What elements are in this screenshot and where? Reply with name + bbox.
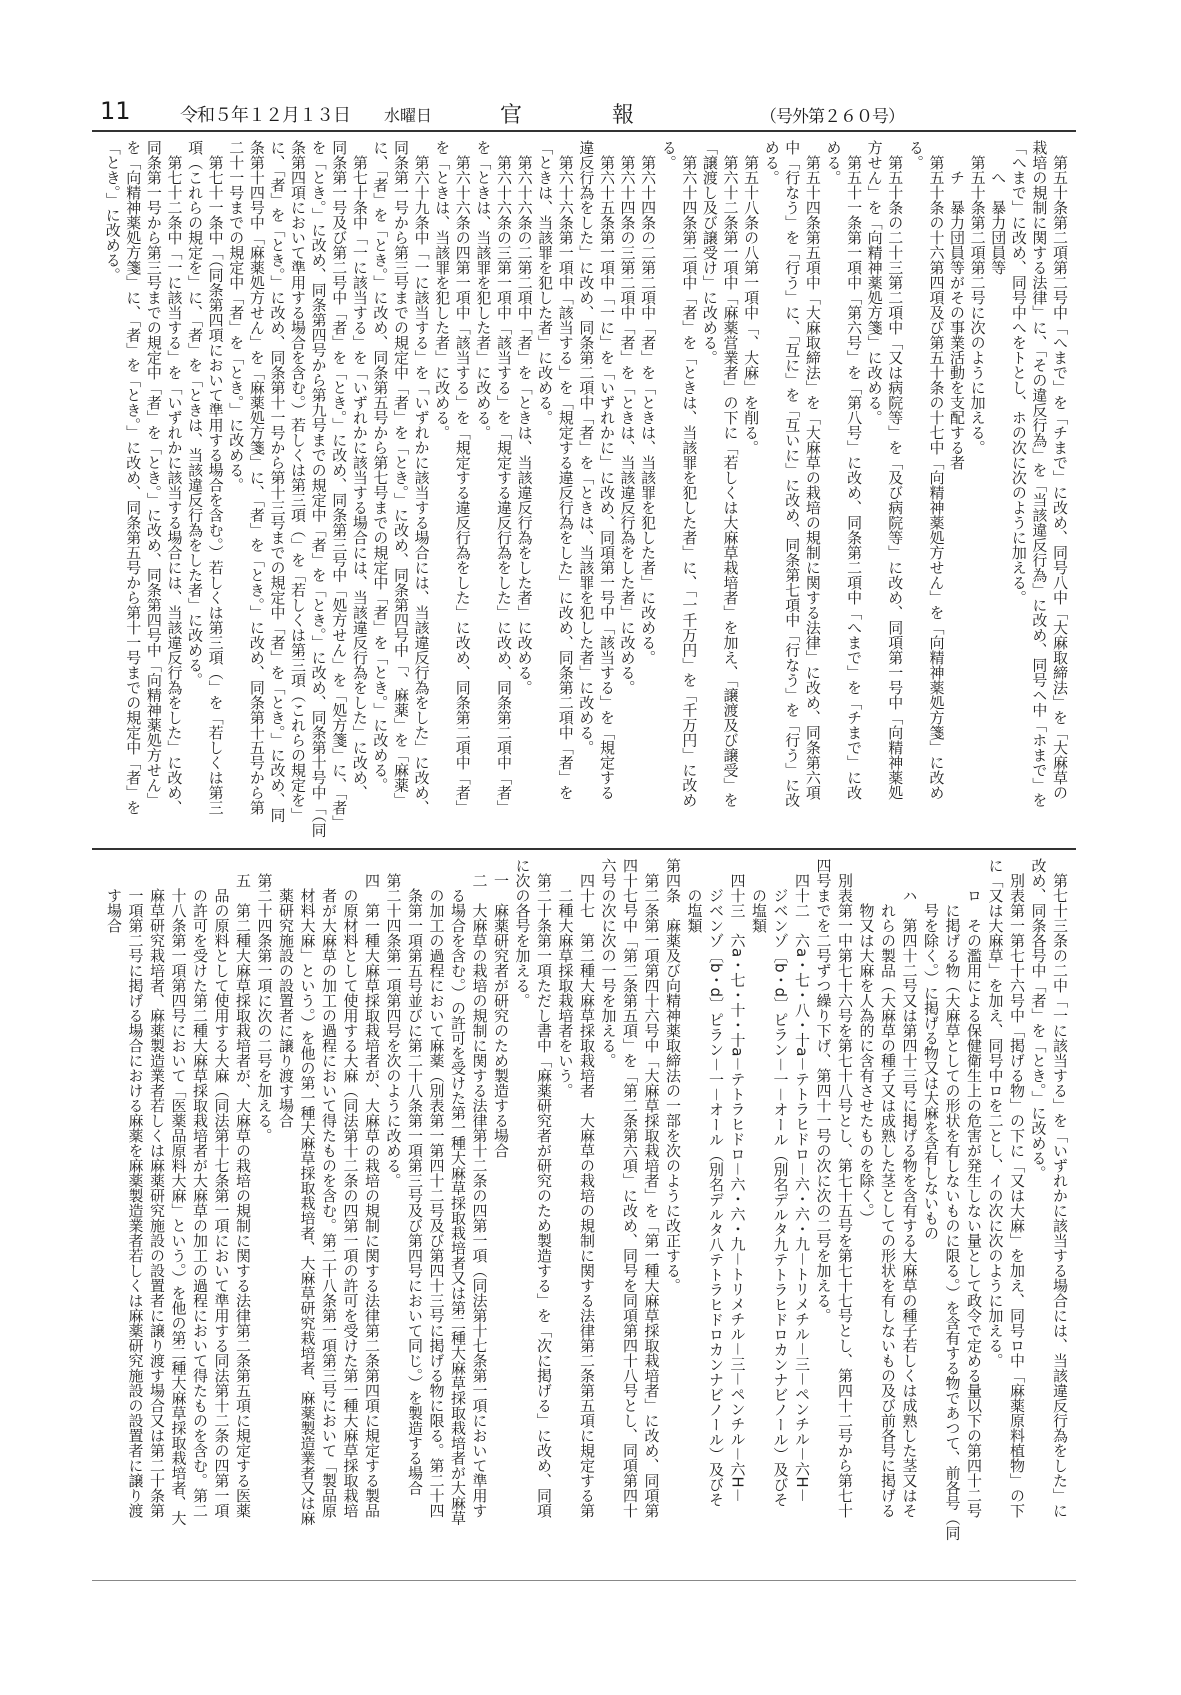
text-column: 中「行なう」を「行う」に、「互に」を「互いに」に改め、同条第七項中「行なう」を「行う」に改	[783, 140, 802, 808]
text-column: 第六十二条第一項中「麻薬営業者」の下に「若しくは大麻草栽培者」を加え、「譲渡及び譲受」を	[721, 140, 740, 808]
text-column: る。	[906, 140, 925, 170]
text-column: 六号の次に次の一号を加える。	[599, 858, 618, 1068]
text-column: 第七十条中「一に該当する」を「いずれかに該当する場合には、当該違反行為をした」に改め、	[350, 140, 369, 800]
text-column: に「又は大麻草」を加え、同号中ロを二とし、イの次に次のように加える。	[986, 858, 1005, 1368]
text-column: 第五十条第二項第二号中「へまで」を「チまで」に改め、同号八中「大麻取締法」を「大麻草の	[1051, 140, 1069, 800]
text-column: れらの製品（大麻草の種子又は成熟した茎としての形状を有しないもの及び前各号に掲げる	[879, 858, 897, 1518]
text-column: 「譲渡し及び譲受け」に改める。	[700, 140, 719, 365]
text-column: を「とき。」に改め、同条第四号から第九号までの規定中「者」を「とき。」に改め、同条第十号中「（同	[309, 140, 328, 838]
text-column: 第六十六条第一項中「該当する」を「規定する違反行為をした」に改め、同条第二項中「者」を	[556, 140, 575, 800]
text-column: 別表第一中第七十六号を第七十八号とし、第七十五号を第七十七号とし、第四十二号から第七十	[836, 858, 854, 1518]
text-column: 第六十六条の三第一項中「該当する」を「規定する違反行為をした」に改め、同条第二項中「者」	[494, 140, 513, 815]
text-column: の加工の過程において麻薬（別表第一第四十二号及び第四十三号に掲げる物に限る。第二十四	[427, 858, 446, 1518]
text-column: 者が大麻草の加工の過程において得たものを含む。第二十八条第一項第三号において「製品原	[320, 858, 338, 1518]
upper-text-block	[102, 140, 1070, 840]
section-divider	[92, 848, 1076, 850]
text-column: 材料大麻」という。）を他の第一種大麻草採取栽培者、大麻草研究栽培者、麻薬製造業者又は麻	[298, 858, 317, 1526]
text-column: 四十二 六a・七・八・十a－テトラヒドロ－六・六・九－トリメチル－三－ペンチル－六H－	[793, 858, 811, 1503]
text-column: 第七十三条の二中「一に該当する」を「いずれかに該当する場合には、当該違反行為をした」に	[1051, 858, 1069, 1518]
text-column: 品の原料として使用する大麻（同法第十七条第一項において準用する同法第十二条の四第一項	[212, 858, 231, 1518]
text-column: る。	[659, 140, 678, 170]
text-column: 違反行為をした」に改め、同条第二項中「者」を「ときは、当該罪を犯した者」に改める。	[577, 140, 596, 755]
text-column: 薬研究施設の設置者に譲り渡す場合	[277, 858, 295, 1128]
text-column: る場合を含む。）の許可を受けた第一種大麻草採取栽培者又は第二種大麻草採取栽培者が大麻草	[449, 858, 467, 1526]
text-column: 四十七 第二種大麻草採取栽培者 大麻草の栽培の規制に関する法律第二条第五項に規定する第	[578, 858, 596, 1518]
text-column: 二種大麻草採取栽培者をいう。	[556, 858, 575, 1098]
lower-text-block	[102, 858, 1070, 1570]
text-column: める。	[824, 140, 843, 185]
text-column: ジベンゾ〔b・d〕ピラン－一－オール（別名デルタ九テトラヒドロカンナビノール）及びそ	[771, 858, 790, 1508]
text-column: 第六十四条の三第二項中「者」を「ときは、当該違反行為をした者」に改める。	[618, 140, 637, 695]
issue-number: （号外第２６０号）	[760, 107, 904, 127]
text-column: 改め、同条各号中「者」を「とき。」に改める。	[1029, 858, 1048, 1181]
text-column: 「ときは、当該罪を犯した者」に改める。	[536, 140, 555, 425]
text-column: 一 麻薬研究者が研究のため製造する場合	[492, 858, 510, 1158]
text-column: ロ その濫用による保健衛生上の危害が発生しない量として政令で定める量以下の第四十二号	[965, 858, 983, 1518]
text-column: 第四条 麻薬及び向精神薬取締法の一部を次のように改正する。	[664, 858, 682, 1293]
gazette-title-1: 官	[500, 103, 523, 128]
bottom-rule	[92, 1580, 1076, 1581]
text-column: を「ときは、当該罪を犯した者」に改める。	[433, 140, 452, 440]
weekday: 水曜日	[384, 106, 433, 125]
text-column: 条第十四号中「麻薬処方せん」を「麻薬処方箋」に、「者」を「とき。」に改め、同条第十五号から第	[247, 140, 266, 815]
text-column: に掲げる物（大麻草としての形状を有しないものに限る。）を含有する物であつて、前各号（同	[943, 858, 962, 1541]
text-column: す場合	[105, 858, 123, 933]
text-column: 同条第一号から第三号までの規定中「者」を「とき。」に改め、同条第四号中「、麻薬」を「麻薬」	[392, 140, 410, 808]
text-column: 同条第一号及び第二号中「者」を「とき。」に改め、同条第三号中「処方せん」を「処方箋」に、「者」	[330, 140, 349, 830]
text-column: チ 暴力団員等がその事業活動を支配する者	[948, 140, 967, 470]
text-column: 第二十四条第一項第四号を次のように改める。	[384, 858, 403, 1188]
header-rule	[92, 130, 1076, 132]
issue-date: 令和５年１２月１３日	[180, 105, 350, 126]
text-column: に、「者」を「とき。」に改め、同条第五号から第七号までの規定中「者」を「とき。」に改める。	[371, 140, 390, 793]
text-column: 栽培の規制に関する法律」に、「その違反行為」を「当該違反行為」に改め、同号ヘ中「ホまで」を	[1030, 140, 1049, 808]
text-column: 「へまで」に改め、同号中へをトとし、ホの次に次のように加える。	[1009, 140, 1028, 605]
text-column: 第五十一条第一項中「第六号」を「第八号」に改め、同条第二項中「へまで」を「チまで」に改	[845, 140, 864, 800]
text-column: ハ 第四十二号又は第四十三号に掲げる物を含有する大麻草の種子若しくは成熟した茎又はそ	[900, 858, 919, 1518]
text-column: 第七十一条中「（同条第四項において準用する場合を含む。）若しくは第三項（」を「若しくは第三	[206, 140, 225, 815]
text-column: 同条第一号から第三号までの規定中「者」を「とき。」に改め、同条第四号中「向精神薬処方せん」	[144, 140, 163, 808]
text-column: 第六十六条の二第二項中「者」を「ときは、当該違反行為をした者」に改める。	[515, 140, 534, 695]
text-column: 第六十四条第二項中「者」を「ときは、当該罪を犯した者」に、「一千万円」を「千万円」に改め	[680, 140, 699, 808]
text-column: 第五十四条第五項中「大麻取締法」を「大麻草の栽培の規制に関する法律」に改め、同条第六項	[803, 140, 822, 800]
text-column: 物又は大麻を人為的に含有させたものを除く。）	[857, 858, 876, 1226]
text-column: 一項第二号に掲げる場合における麻薬を麻薬製造業者若しくは麻薬研究施設の設置者に譲り渡	[126, 858, 145, 1518]
text-column: 第五十八条の八第一項中「、大麻」を削る。	[742, 140, 761, 455]
text-column: を「ときは、当該罪を犯した者」に改める。	[474, 140, 493, 440]
text-column: の許可を受けた第二種大麻草採取栽培者が大麻草の加工の過程において得たものを含む。第二	[191, 858, 209, 1518]
text-column: 五 第二種大麻草採取栽培者が、大麻草の栽培の規制に関する法律第二条第五項に規定する医薬	[234, 858, 252, 1518]
text-column: に次の各号を加える。	[513, 858, 532, 1008]
text-column: 号を除く。）に掲げる物又は大麻を含有しないもの	[922, 858, 940, 1241]
text-column: 二 大麻草の栽培の規制に関する法律第十二条の四第一項（同法第十七条第一項において準用す	[470, 858, 489, 1518]
text-column: を「向精神薬処方箋」に、「者」を「とき。」に改め、同条第五号から第十一号までの規定中「者」を	[124, 140, 143, 815]
text-column: 第七十二条中「一に該当する」を「いずれかに該当する場合には、当該違反行為をした」に改め、	[165, 140, 184, 815]
text-column: 第六十九条中「一に該当する」を「いずれかに該当する場合には、当該違反行為をした」に改め、	[412, 140, 431, 815]
text-column: 第六十四条の二第二項中「者」を「ときは、当該罪を犯した者」に改める。	[639, 140, 658, 665]
text-column: める。	[762, 140, 781, 185]
text-column: 四号までを二号ずつ繰り下げ、第四十一号の次に次の二号を加える。	[814, 858, 833, 1323]
text-column: 条第一項第五号並びに第二十八条第一項第三号及び第四号において同じ。）を製造する場合	[406, 858, 424, 1496]
text-column: の塩類	[685, 858, 704, 933]
text-column: 十八条第一項第四号において「医薬品原料大麻」という。）を他の第二種大麻草採取栽培者、大	[169, 858, 188, 1526]
text-column: 第二条第一項第四十六号中「大麻草採取栽培者」を「第一種大麻草採取栽培者」に改め、同項第	[642, 858, 661, 1518]
text-column: 麻草研究栽培者、麻薬製造業者若しくは麻薬研究施設の設置者に譲り渡す場合又は第二十条第	[148, 858, 166, 1518]
gazette-title-2: 報	[612, 103, 635, 128]
text-column: 四十三 六a・七・十・十a－テトラヒドロ－六・六・九－トリメチル－三－ペンチル－六H－	[728, 858, 747, 1503]
text-column: 別表第一第七十六号中「掲げる物」の下に「又は大麻」を加え、同号ロ中「麻薬原料植物」の下	[1008, 858, 1026, 1518]
text-column: の塩類	[750, 858, 768, 933]
text-column: 第五十条の十六第四項及び第五十条の十七中「向精神薬処方せん」を「向精神薬処方箋」に改め	[927, 140, 946, 800]
text-column: 第二十四条第一項に次の二号を加える。	[255, 858, 274, 1143]
text-column: 第二十条第一項ただし書中「麻薬研究者が研究のため製造する」を「次に掲げる」に改め、同項	[535, 858, 553, 1518]
text-column: 方せん」を「向精神薬処方箋」に改める。	[865, 140, 884, 425]
text-column: 「とき。」に改める。	[103, 140, 122, 283]
text-column: 第六十六条の四第一項中「該当する」を「規定する違反行為をした」に改め、同条第二項中「者」	[453, 140, 472, 815]
text-column: へ 暴力団員等	[989, 140, 1008, 275]
text-column: 条第四項において準用する場合を含む。）若しくは第三項（」を「若しくは第三項（これらの規定を」	[289, 140, 308, 823]
text-column: 四 第一種大麻草採取栽培者が、大麻草の栽培の規制に関する法律第二条第四項に規定する製品	[363, 858, 381, 1518]
text-column: の原材料として使用する大麻（同法第十二条の四第一項の許可を受けた第一種大麻草採取栽培	[341, 858, 360, 1518]
text-column: 項（これらの規定を」に、「者」を「ときは、当該違反行為をした者」に改める。	[186, 140, 205, 688]
text-column: 第五十条第二項第二号に次のように加える。	[968, 140, 987, 455]
text-column: 第六十五条第一項中「一に」を「いずれかに」に改め、同項第一号中「該当する」を「規定する	[597, 140, 616, 800]
text-column: ジベンゾ〔b・d〕ピラン－一－オール（別名デルタ八テトラヒドロカンナビノール）及びそ	[707, 858, 725, 1508]
text-column: 第五十条の二十三第二項中「又は病院等」を「及び病院等」に改め、同項第一号中「向精神薬処	[886, 140, 905, 800]
page-number: 11	[100, 97, 131, 125]
text-column: 四十七号中「第二条第五項」を「第二条第六項」に改め、同号を同項第四十八号とし、同項第四十	[621, 858, 639, 1518]
text-column: 二十一号までの規定中「者」を「とき。」に改める。	[227, 140, 246, 493]
text-column: に、「者」を「とき。」に改め、同条第十一号から第十三号までの規定中「者」を「とき。」に改め、同	[268, 140, 287, 823]
